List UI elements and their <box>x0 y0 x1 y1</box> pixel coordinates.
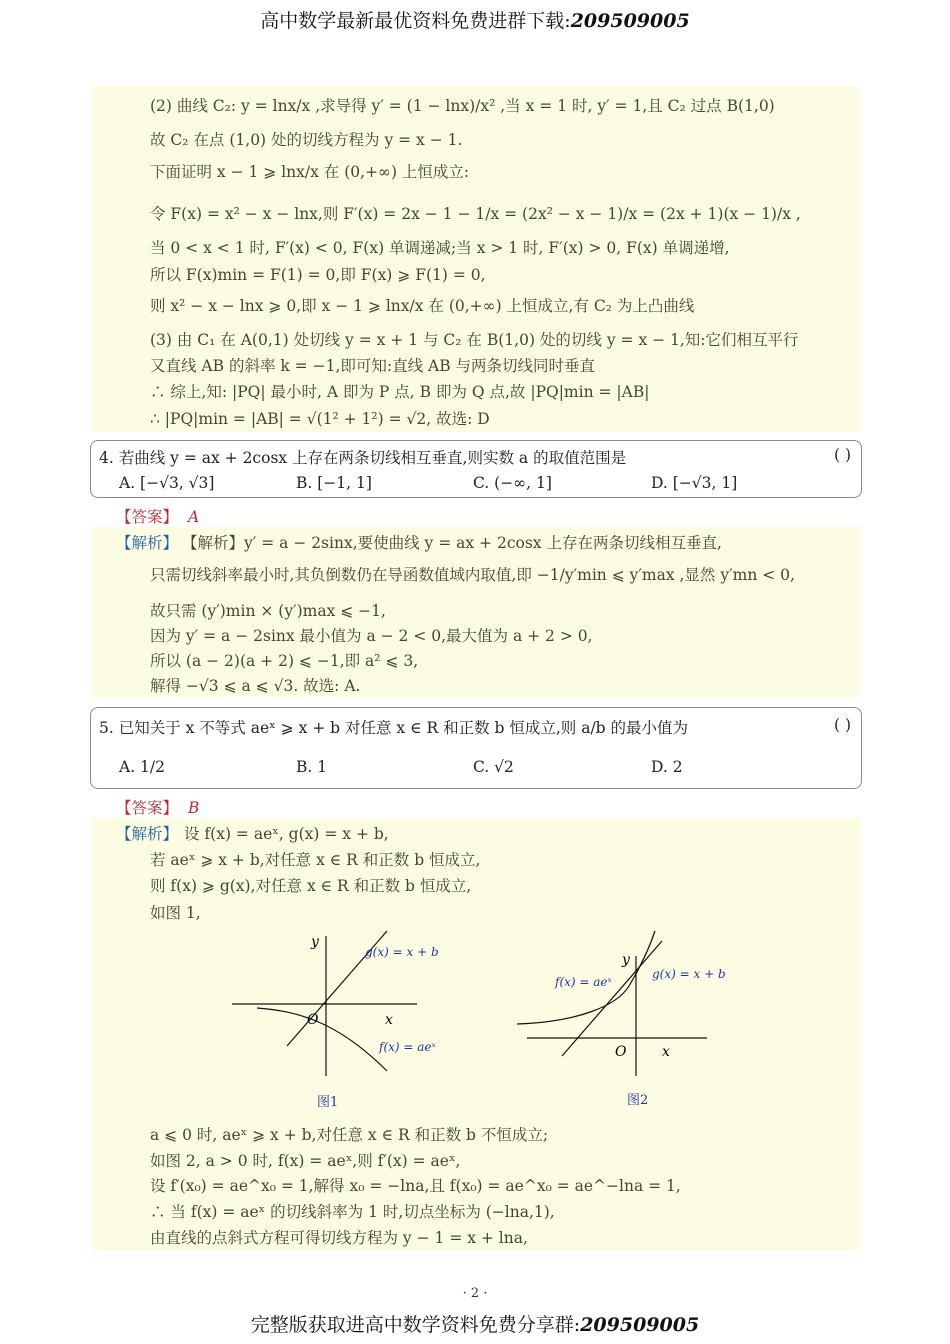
page-footer <box>0 1310 950 1337</box>
question-4-text: 4. 若曲线 y = ax + 2cosx 上存在两条切线相互垂直,则实数 a 的取值范围是 <box>99 449 627 467</box>
line-g <box>562 941 662 1056</box>
option-b: B. 1 <box>296 758 328 776</box>
text-line: 所以 (a − 2)(a + 2) ⩽ −1,即 a² ⩽ 3, <box>150 652 419 670</box>
option-b: B. [−1, 1] <box>296 474 372 492</box>
g-label: g(x) = x + b <box>365 945 439 959</box>
figure-caption: 图1 <box>317 1095 339 1110</box>
figure-2 <box>517 926 757 1111</box>
text-line: 下面证明 x − 1 ⩾ lnx/x 在 (0,+∞) 上恒成立: <box>150 163 470 181</box>
answer-line-q4 <box>116 505 199 527</box>
answer-line-q5 <box>116 796 199 818</box>
answer-value: B <box>188 799 200 817</box>
text-line: (2) 曲线 C₂: y = lnx/x ,求导得 y′ = (1 − lnx)/x² ,当 x = 1 时, y′ = 1,且 C₂ 过点 B(1,0) <box>150 97 775 115</box>
text-line: a ⩽ 0 时, aeˣ ⩾ x + b,对任意 x ∈ R 和正数 b 不恒成立; <box>150 1126 549 1144</box>
footer-text: 完整版获取进高中数学资料免费分享群: <box>250 1314 581 1336</box>
solution-block-q3 <box>92 86 860 432</box>
text-line: ∴ |PQ|min = |AB| = √(1² + 1²) = √2, 故选: D <box>150 410 490 428</box>
text-line: 故只需 (y′)min × (y′)max ⩽ −1, <box>150 602 386 620</box>
x-label: x <box>662 1044 670 1060</box>
text-line: 当 0 < x < 1 时, F′(x) < 0, F(x) 单调递减;当 x > 1 时, F′(x) > 0, F(x) 单调递增, <box>150 239 730 257</box>
answer-paren: ( ) <box>833 446 851 464</box>
header-text: 高中数学最新最优资料免费进群下载: <box>260 10 571 32</box>
y-label: y <box>622 952 630 968</box>
text-line: 则 x² − x − lnx ⩾ 0,即 x − 1 ⩾ lnx/x 在 (0,+∞) 上恒成立,有 C₂ 为上凸曲线 <box>150 297 695 315</box>
text-line: 【解析】y′ = a − 2sinx,要使曲线 y = ax + 2cosx 上存在两条切线相互垂直, <box>182 534 722 552</box>
question-5-box <box>90 707 862 789</box>
text-line: 则 f(x) ⩾ g(x),对任意 x ∈ R 和正数 b 恒成立, <box>150 877 472 895</box>
answer-tag: 【答案】 <box>116 799 179 817</box>
option-c: C. (−∞, 1] <box>473 474 552 492</box>
text-line: 又直线 AB 的斜率 k = −1,即可知:直线 AB 与两条切线同时垂直 <box>150 357 596 375</box>
x-label: x <box>385 1012 393 1028</box>
solution-block-q4 <box>92 527 860 697</box>
f-label: f(x) = aeˣ <box>379 1040 436 1054</box>
origin-label: O <box>307 1012 319 1028</box>
text-line: ∴ 当 f(x) = aeˣ 的切线斜率为 1 时,切点坐标为 (−lna,1), <box>150 1203 555 1221</box>
curve-f <box>257 1008 387 1071</box>
text-line: (3) 由 C₁ 在 A(0,1) 处切线 y = x + 1 与 C₂ 在 B(1,0) 处的切线 y = x − 1,知:它们相互平行 <box>150 331 799 349</box>
question-5-text: 5. 已知关于 x 不等式 aeˣ ⩾ x + b 对任意 x ∈ R 和正数 b 恒成立,则 a/b 的最小值为 <box>99 719 689 737</box>
text-line: 解得 −√3 ⩽ a ⩽ √3. 故选: A. <box>150 677 361 695</box>
text-line: 故 C₂ 在点 (1,0) 处的切线方程为 y = x − 1. <box>150 131 463 149</box>
text-line: 所以 F(x)min = F(1) = 0,即 F(x) ⩾ F(1) = 0, <box>150 266 486 284</box>
f-label: f(x) = aeˣ <box>555 975 612 989</box>
solution-block-q5 <box>92 818 860 1250</box>
option-d: D. 2 <box>651 758 683 776</box>
page-header <box>0 6 950 33</box>
text-line: 令 F(x) = x² − x − lnx,则 F′(x) = 2x − 1 − 1/x = (2x² − x − 1)/x = (2x + 1)(x − 1)/x , <box>150 205 801 223</box>
option-a: A. 1/2 <box>119 758 165 776</box>
y-label: y <box>311 934 319 950</box>
text-line: 如图 2, a > 0 时, f(x) = aeˣ,则 f′(x) = aeˣ, <box>150 1152 461 1170</box>
text-line: 若 aeˣ ⩾ x + b,对任意 x ∈ R 和正数 b 恒成立, <box>150 851 481 869</box>
text-line: 由直线的点斜式方程可得切线方程为 y − 1 = x + lna, <box>150 1229 528 1247</box>
text-line: 如图 1, <box>150 904 201 922</box>
analysis-tag: 【解析】 <box>116 534 179 552</box>
option-d: D. [−√3, 1] <box>651 474 738 492</box>
origin-label: O <box>615 1044 627 1060</box>
text-line: 因为 y′ = a − 2sinx 最小值为 a − 2 < 0,最大值为 a + 2 > 0, <box>150 627 593 645</box>
answer-paren: ( ) <box>833 716 851 734</box>
option-a: A. [−√3, √3] <box>119 474 215 492</box>
footer-number: 209509005 <box>580 1314 700 1336</box>
page-number: · 2 · <box>462 1286 488 1301</box>
figure-1 <box>227 926 457 1111</box>
answer-value: A <box>188 508 200 526</box>
option-c: C. √2 <box>473 758 514 776</box>
header-number: 209509005 <box>570 10 690 32</box>
text-line: ∴ 综上,知: |PQ| 最小时, A 即为 P 点, B 即为 Q 点,故 |PQ|min = |AB| <box>150 383 650 401</box>
text-line: 只需切线斜率最小时,其负倒数仍在导函数值域内取值,即 −1/y′min ⩽ y′max ,显然 y′mn < 0, <box>150 566 795 584</box>
text-line: 设 f(x) = aeˣ, g(x) = x + b, <box>184 825 389 843</box>
analysis-tag: 【解析】 <box>116 825 179 843</box>
question-4-box <box>90 440 862 498</box>
g-label: g(x) = x + b <box>652 967 726 981</box>
answer-tag: 【答案】 <box>116 508 179 526</box>
text-line: 设 f′(x₀) = ae^x₀ = 1,解得 x₀ = −lna,且 f(x₀) = ae^x₀ = ae^−lna = 1, <box>150 1177 681 1195</box>
figure-caption: 图2 <box>627 1093 649 1108</box>
